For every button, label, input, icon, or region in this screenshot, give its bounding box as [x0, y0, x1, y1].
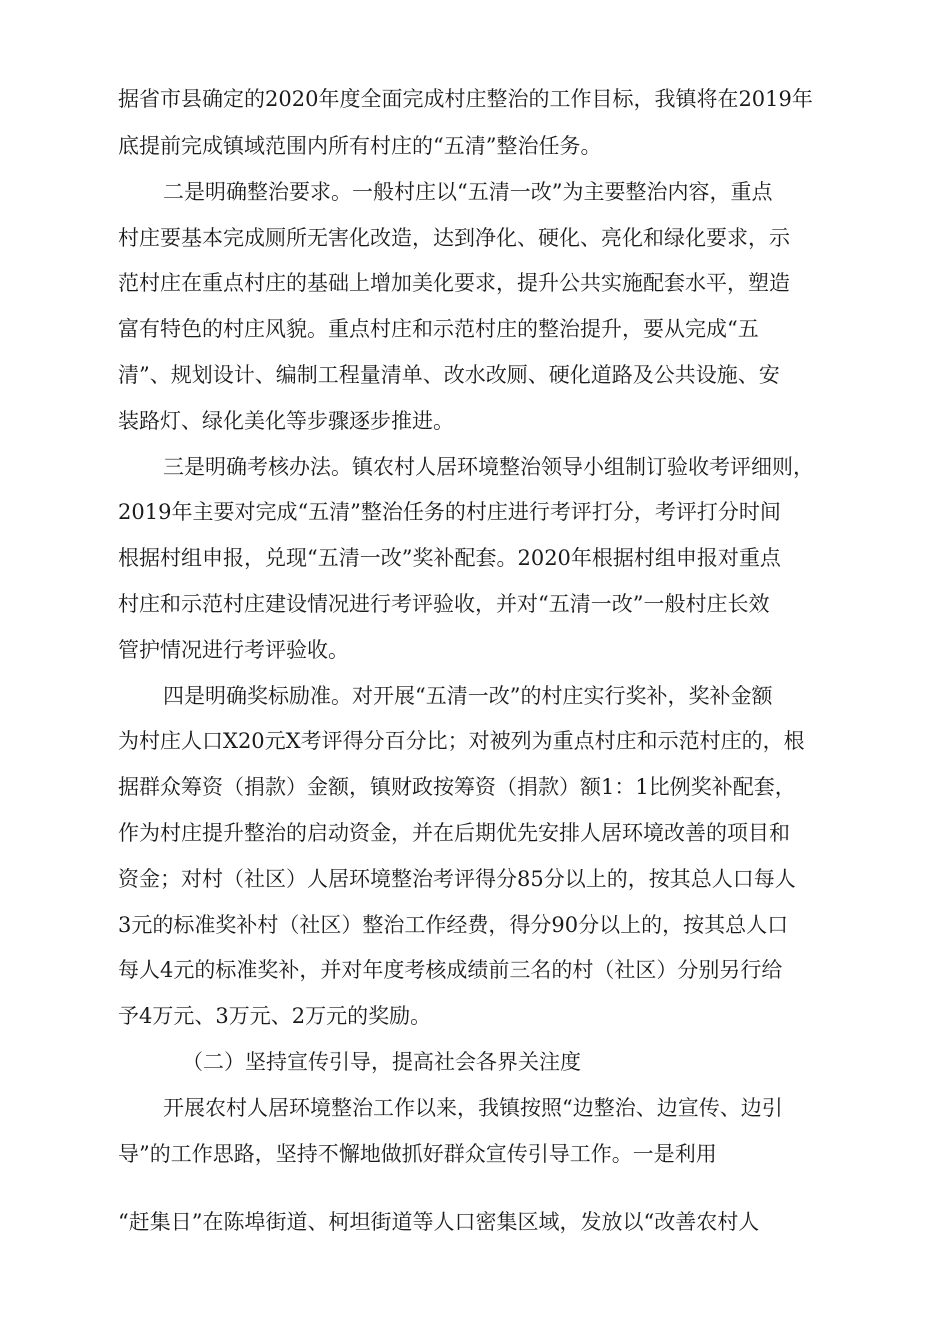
text-line: 3元的标准奖补村（社区）整治工作经费，得分90分以上的，按其总人口 [118, 913, 789, 937]
text-line: 予4万元、3万元、2万元的奖励。 [118, 1004, 432, 1028]
text-line: 资金；对村（社区）人居环境整治考评得分85分以上的，按其总人口每人 [118, 867, 796, 891]
text-line: 村庄和示范村庄建设情况进行考评验收，并对“五清一改”一般村庄长效 [118, 592, 770, 616]
text-line: 范村庄在重点村庄的基础上增加美化要求，提升公共实施配套水平，塑造 [118, 271, 790, 295]
section-heading: （二）坚持宣传引导，提高社会各界关注度 [182, 1050, 581, 1074]
text-line: 据群众筹资（捐款）金额，镇财政按筹资（捐款）额1：1比例奖补配套， [118, 775, 796, 799]
text-line: 根据村组申报，兑现“五清一改”奖补配套。2020年根据村组申报对重点 [118, 546, 781, 570]
text-line: 为村庄人口X20元X考评得分百分比；对被列为重点村庄和示范村庄的，根 [118, 729, 805, 753]
text-line: “赶集日”在陈埠街道、柯坦街道等人口密集区域，发放以“改善农村人 [118, 1210, 760, 1234]
text-line: 作为村庄提升整治的启动资金，并在后期优先安排人居环境改善的项目和 [118, 821, 790, 845]
text-line: 装路灯、绿化美化等步骤逐步推进。 [118, 409, 454, 433]
paragraph-first-line: 三是明确考核办法。镇农村人居环境整治领导小组制订验收考评细则， [163, 455, 814, 479]
text-line: 导”的工作思路，坚持不懈地做抓好群众宣传引导工作。一是利用 [118, 1142, 717, 1166]
text-line: 底提前完成镇域范围内所有村庄的“五清”整治任务。 [118, 134, 602, 158]
text-line: 每人4元的标准奖补，并对年度考核成绩前三名的村（社区）分别另行给 [118, 958, 783, 982]
paragraph-first-line: 四是明确奖标励准。对开展“五清一改”的村庄实行奖补，奖补金额 [163, 684, 773, 708]
text-line: 管护情况进行考评验收。 [118, 638, 349, 662]
text-line: 村庄要基本完成厕所无害化改造，达到净化、硬化、亮化和绿化要求，示 [118, 226, 790, 250]
text-line: 清”、规划设计、编制工程量清单、改水改厕、硬化道路及公共设施、安 [118, 363, 780, 387]
text-line: 2019年主要对完成“五清”整治任务的村庄进行考评打分，考评打分时间 [118, 500, 781, 524]
paragraph-first-line: 二是明确整治要求。一般村庄以“五清一改”为主要整治内容，重点 [163, 180, 773, 204]
paragraph-first-line: 开展农村人居环境整治工作以来，我镇按照“边整治、边宣传、边引 [163, 1096, 783, 1120]
text-line: 据省市县确定的2020年度全面完成村庄整治的工作目标，我镇将在2019年 [118, 87, 813, 111]
text-line: 富有特色的村庄风貌。重点村庄和示范村庄的整治提升，要从完成“五 [118, 317, 759, 341]
